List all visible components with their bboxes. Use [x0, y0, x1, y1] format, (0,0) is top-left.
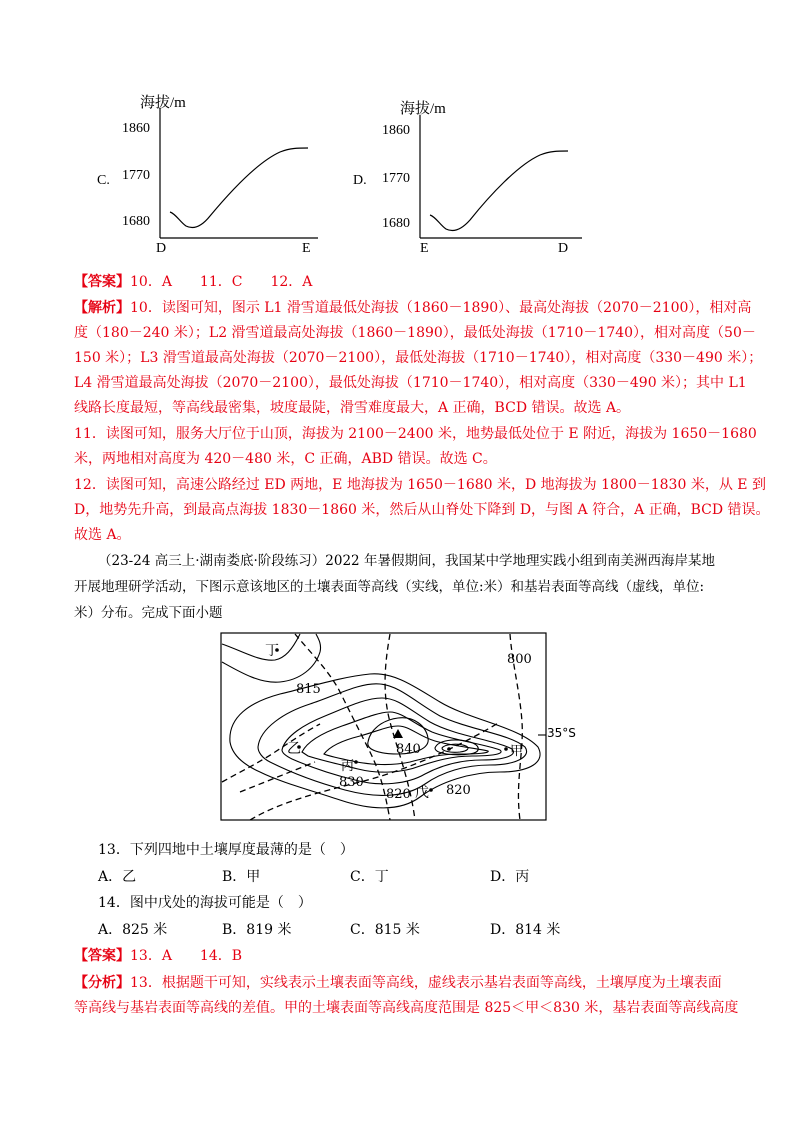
q13-option-c: C．丁	[350, 869, 389, 885]
point-inner-high	[447, 747, 451, 751]
contour-map	[220, 632, 580, 822]
answer-10-12	[74, 272, 312, 292]
q13-stem: 13．下列四地中土壤厚度最薄的是（ ）	[98, 842, 354, 858]
contour-label-820-b: 820	[446, 783, 471, 798]
chart-d-ytick-1770: 1770	[382, 171, 410, 186]
point-wu	[429, 788, 433, 792]
analysis-tag: 【解析】	[74, 300, 130, 316]
contour-label-815: 815	[296, 682, 321, 697]
contour-label-800: 800	[507, 652, 532, 667]
answer-text: 13．A 14．B	[130, 948, 243, 964]
analysis-line: 米，两地相对高度为 420－480 米，C 正确，ABD 错误。故选 C。	[74, 451, 497, 467]
q13-option-a: A．乙	[98, 869, 137, 885]
answer-tag: 【答案】	[74, 948, 130, 964]
latitude-label: 35°S	[547, 726, 576, 740]
chart-c-elevation-line	[170, 148, 308, 228]
chart-d-ytick-1680: 1680	[382, 216, 410, 231]
chart-c	[90, 88, 330, 268]
bedrock-contours	[222, 634, 522, 820]
analysis-line: 等高线与基岩表面等高线的差值。甲的土壤表面等高线高度范围是 825＜甲＜830 米，基岩表面等高线高度	[74, 1000, 739, 1016]
chart-c-ytick-1860: 1860	[122, 121, 150, 136]
label-wu: 戊	[415, 785, 429, 801]
contour-label-820-a: 820	[386, 787, 411, 802]
analysis-line: D，地势先升高，到最高点海拔 1830－1860 米，然后从山脊处下降到 D，与图 A 符合，A 正确，BCD 错误。	[74, 502, 770, 518]
answer-text: 10．A 11．C 12．A	[130, 274, 313, 290]
chart-d-elevation-line	[430, 151, 568, 231]
analysis-line: 150 米）；L3 滑雪道最高处海拔（2070－2100），最低处海拔（1710－1740），相对高度（330－490 米）；	[74, 350, 763, 366]
analysis-line: 线路长度最短，等高线最密集，坡度最陡，滑雪难度最大，A 正确，BCD 错误。故选 A。	[74, 400, 631, 416]
chart-d-ytick-1860: 1860	[382, 123, 410, 138]
analysis-line: 故选 A。	[74, 527, 131, 543]
contour-label-830: 830	[339, 775, 364, 790]
label-ding: 丁	[265, 643, 279, 659]
label-jia: 甲	[510, 744, 524, 759]
q14-option-d: D．814 米	[490, 922, 561, 938]
q14-option-a: A．825 米	[98, 922, 168, 938]
q14-stem: 14．图中戊处的海拔可能是（ ）	[98, 895, 312, 911]
q13-option-b: B．甲	[222, 869, 261, 885]
intro-line: （23-24 高三上·湖南娄底·阶段练习）2022 年暑假期间，我国某中学地理实践小组到南美洲西海岸某地	[98, 553, 715, 569]
q14-option-b: B．819 米	[222, 922, 292, 938]
answer-tag: 【答案】	[74, 274, 130, 290]
chart-c-option-label: C.	[97, 173, 110, 188]
analysis-line	[74, 298, 751, 318]
analysis-line-text: 13．根据题干可知，实线表示土壤表面等高线，虚线表示基岩表面等高线，土壤厚度为土壤表面	[130, 975, 722, 991]
analysis-line: L4 滑雪道最高处海拔（2070－2100），最低处海拔（1710－1740），相对高度（330－490 米）；其中 L1	[74, 375, 747, 391]
analysis-line	[74, 973, 722, 993]
chart-d	[350, 95, 590, 270]
answer-13-14	[74, 946, 242, 966]
chart-d-option-label: D.	[353, 173, 367, 188]
chart-c-x-start: D	[156, 241, 167, 256]
q14-option-c: C．815 米	[350, 922, 420, 938]
chart-c-ytick-1770: 1770	[122, 168, 150, 183]
chart-c-ylabel: 海拔/m	[140, 95, 186, 111]
analysis-line: 11．读图可知，服务大厅位于山顶，海拔为 2100－2400 米，地势最低处位于 E 附近，海拔为 1650－1680	[74, 426, 757, 442]
contour-label-840: 840	[396, 742, 421, 757]
intro-line: 开展地理研学活动，下图示意该地区的土壤表面等高线（实线，单位:米）和基岩表面等高线（虚线，单位:	[74, 579, 705, 595]
analysis-line: 度（180－240 米）；L2 滑雪道最高处海拔（1860－1890），最低处海拔（1710－1740），相对高度（50－	[74, 325, 756, 341]
analysis-tag: 【分析】	[74, 975, 130, 991]
point-bing	[354, 760, 358, 764]
chart-c-x-end: E	[302, 241, 311, 256]
label-bing: 丙	[341, 759, 355, 774]
chart-c-ytick-1680: 1680	[122, 214, 150, 229]
label-yi: 乙	[287, 741, 301, 757]
chart-d-ylabel: 海拔/m	[400, 101, 446, 117]
summit-marker	[393, 729, 403, 738]
intro-line: 米）分布。完成下面小题	[74, 605, 223, 621]
analysis-line-text: 10．读图可知，图示 L1 滑雪道最低处海拔（1860－1890）、最高处海拔（2070－2100），相对高	[130, 300, 752, 316]
q13-option-d: D．丙	[490, 869, 530, 885]
analysis-line: 12．读图可知，高速公路经过 ED 两地，E 地海拔为 1650－1680 米，D 地海拔为 1800－1830 米，从 E 到	[74, 477, 766, 493]
point-jia	[504, 747, 508, 751]
chart-d-x-start: E	[420, 241, 429, 256]
chart-d-x-end: D	[558, 241, 569, 256]
